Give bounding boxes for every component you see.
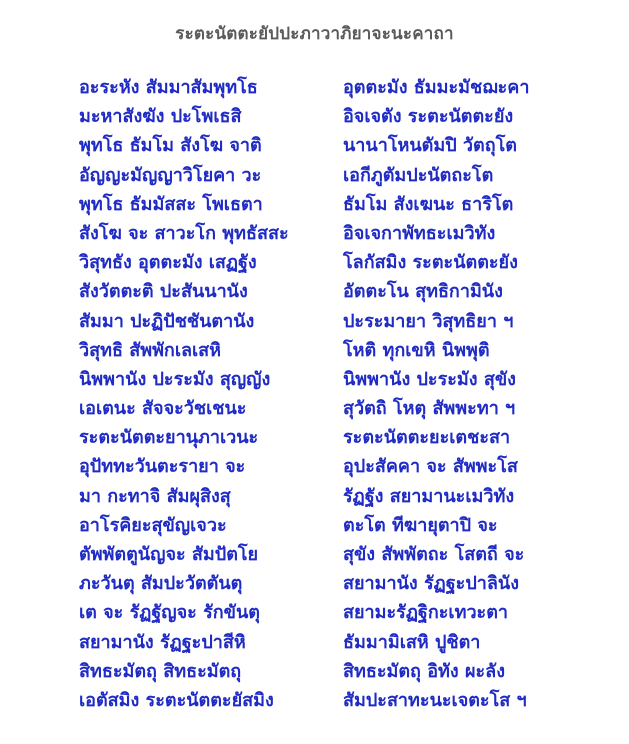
verse-line: โลกัสมิง ระตะนัตตะยัง [343, 252, 518, 274]
verse-line: ปะระมายา วิสุทธิยา ฯ [343, 310, 514, 332]
verse-line: สุขัง สัพพัตถะ โสตถี จะ [343, 544, 525, 565]
verse-line: พุทโธ ธัมมัสสะ โพเธตา [79, 193, 263, 215]
verse-line: สุวัตถิ โหตุ สัพพะทา ฯ [343, 398, 516, 420]
verse-line: ระตะนัตตะยานุภาเวนะ [79, 427, 259, 449]
verse-line: สัมมา ปะฏิปัชชันตานัง [79, 310, 255, 332]
verse-line: อุตตะมัง ธัมมะมัชฌะคา [343, 77, 530, 98]
verse-line: ระตะนัตตะยะเตชะสา [343, 427, 511, 449]
verse-line: มา กะทาจิ สัมผุสิงสุ [79, 485, 231, 507]
verse-line: เอเตนะ สัจจะวัชเชนะ [79, 398, 247, 420]
verse-line: วิสุทธิ สัพพักเลเสหิ [79, 339, 222, 361]
verse-line: รัฏฐัง สยามานะเมวิทัง [343, 485, 515, 507]
verse-line: อะระหัง สัมมาสัมพุทโธ [79, 77, 258, 98]
verse-line: เอกีภูตัมปะนัตถะโต [343, 164, 494, 186]
verse-line: นิพพานัง ปะระมัง สุญญัง [79, 368, 271, 390]
verse-line: อิจเจกาพัทธะเมวิทัง [343, 222, 496, 244]
verse-line: ตัพพัตตูนัญจะ สัมปัตโย [79, 544, 259, 565]
verse-line: สิทธะมัตถุ อิทัง ผะลัง [343, 660, 505, 682]
verse-line: วิสุทธัง อุตตะมัง เสฏฐัง [79, 252, 257, 274]
verse-line: สังวัตตะติ ปะสันนานัง [79, 281, 248, 303]
verse-line: ตะโต ทีฆายุตาปิ จะ [343, 514, 498, 536]
verse-line: นิพพานัง ปะระมัง สุขัง [343, 368, 516, 390]
verse-line: อาโรคิยะสุขัญเจวะ [79, 514, 227, 536]
verse-line: พุทโธ ธัมโม สังโฆ จาติ [79, 135, 262, 157]
verse-line: ธัมมามิเสหิ ปูชิตา [343, 631, 481, 653]
verse-line: สยามานัง รัฏฐะปาลินัง [343, 573, 519, 595]
verse-line: เต จะ รัฏฐัญจะ รักขันตุ [79, 602, 260, 624]
verse-line: สัมปะสาทะนะเจตะโส ฯ [343, 689, 527, 711]
verse-line: สิทธะมัตถุ สิทธะมัตถุ [79, 660, 242, 682]
verse-line: อุปัททะวันตะรายา จะ [79, 456, 246, 478]
verse-left-column [79, 73, 289, 715]
verse-line: อัญญะมัญญาวิโยคา วะ [79, 164, 262, 186]
page-title: ระตะนัตตะยัปปะภาวาภิยาจะนะคาถา [175, 24, 454, 44]
verse-line: สยามานัง รัฏฐะปาสีหิ [79, 631, 246, 653]
verse-line: มะหาสังฆัง ปะโพเธสิ [79, 106, 242, 128]
verse-right-column [343, 73, 529, 715]
verse-line: อิจเจตัง ระตะนัตตะยัง [343, 106, 514, 128]
verse-line: สยามะรัฏฐิกะเทวะตา [343, 602, 509, 624]
verse-line: ภะวันตุ สัมปะวัตตันตุ [79, 573, 243, 595]
verse-line: อุปะสัคคา จะ สัพพะโส [343, 456, 518, 478]
verse-line: สังโฆ จะ สาวะโก พุทธัสสะ [79, 222, 289, 244]
verse-line: ธัมโม สังเฆนะ ธาริโต [343, 193, 514, 215]
verse-line: นานาโหนตัมปิ วัตถุโต [343, 135, 517, 157]
verse-line: โหติ ทุกเขหิ นิพพุติ [343, 339, 490, 361]
verse-line: อัตตะโน สุทธิกามินัง [343, 281, 503, 303]
verse-line: เอตัสมิง ระตะนัตตะยัสมิง [79, 689, 274, 711]
